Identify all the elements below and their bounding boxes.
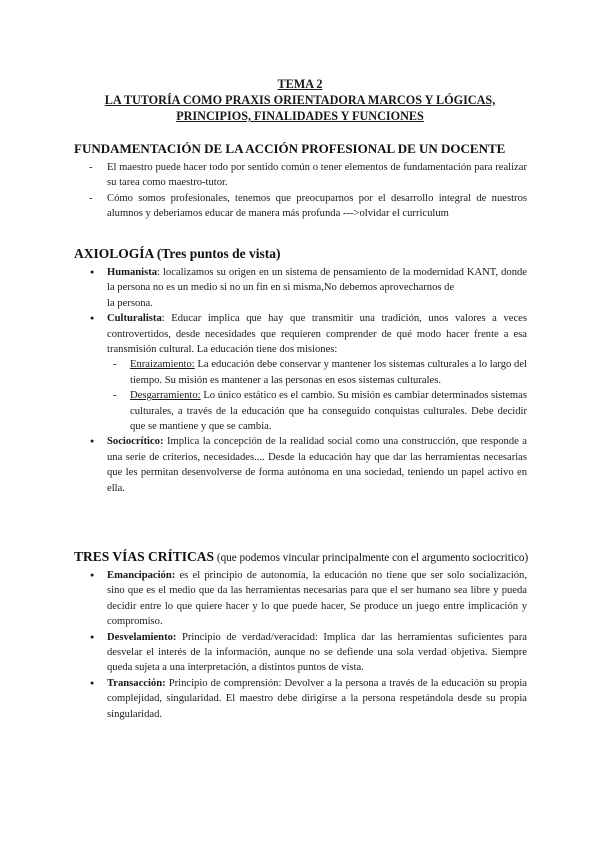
doc-title-line-3: PRINCIPIOS, FINALIDADES Y FUNCIONES [176,109,424,123]
term-label: Emancipación: [107,570,176,581]
list-item: - Cómo somos profesionales, tenemos que preocuparnos por el desarrollo integral de nuestros alumnos y deberiamos educar de manera más profunda --->olvidar el curriculum [107,191,527,222]
doc-title-tema: TEMA 2 [277,77,323,91]
sublist-item-desgarramiento [130,388,527,434]
term-label: Humanista [107,267,158,278]
fundamentacion-list [107,160,527,222]
term-label: Culturalista [107,313,162,325]
section-heading-tres-vias [74,549,554,565]
term-text: la persona. [107,297,153,309]
term-text: Principio de comprensión: Devolver a la persona a través de la educación su propia complejidad, singularidad. El maestro debe dirigirse a la persona respetándola desde su propia singularidad. [107,677,527,720]
list-item-emancipacion [107,568,527,630]
term-label: Enraizamiento: [130,359,195,371]
section-heading-axiologia: AXIOLOGÍA (Tres puntos de vista) [74,246,281,261]
list-item-transaccion [107,676,527,722]
term-text: : Educar implica que hay que transmitir una tradición, unos valores a veces controvertidos, desde necesidades que requieren comprender de qué modo hacer frente a esa transmisión cultural. La educación tiene dos misiones: [107,313,527,356]
list-item-desvelamiento [107,630,527,676]
term-label: Desvelamiento: [107,631,177,643]
term-text: Lo único estático es el cambio. Su misión es cambiar determinados sistemas culturales, a través de la educación que ha conseguido conquistas culturales. Debe decidir que se mantiene y que se cambia. [130,390,527,433]
heading-text: TRES VÍAS CRÍTICAS [74,549,215,564]
section-heading-fundamentacion: FUNDAMENTACIÓN DE LA ACCIÓN PROFESIONAL DE UN DOCENTE [74,141,506,156]
tres-vias-list [107,568,527,722]
list-item: - El maestro puede hacer todo por sentido común o tener elementos de fundamentación para realizar su tarea como maestro-tutor. [107,160,527,191]
doc-title-line-2: LA TUTORÍA COMO PRAXIS ORIENTADORA MARCOS Y LÓGICAS, [104,93,496,107]
list-item-humanista [107,265,527,311]
term-text: Implica la concepción de la realidad social como una construcción, que responde a una serie de criterios, necesidades.... Desde la educación hay que dar las herramientas necesarias que les permitan desenvolverse de forma autónoma en una sociedad, teniendo un papel activo en ella. [107,436,527,494]
culturalista-sublist [130,357,527,434]
term-text: La educación debe conservar y mantener los sistemas culturales a lo largo del tiempo. Su misión es mantener a las personas en esos sistemas culturales. [130,359,527,386]
term-label: Sociocrítico: [107,436,164,448]
sublist-item-enraizamiento [130,357,527,388]
axiologia-list [107,265,527,496]
term-text: Principio de verdad/veracidad: Implica dar las herramientas suficientes para desvelar el interés de la información, aunque no se defiende una sola verdad objetiva. Siempre queda sujeta a una interpretación, a distintos puntos de vista. [107,631,527,674]
list-item-culturalista [107,311,527,434]
term-text: : localizamos su origen en un sistema de pensamiento de la modernidad KANT, donde la persona no es un medio si no un fin en si misma,No debemos aprovecharnos de [107,267,527,294]
term-label: Desgarramiento: [130,390,201,402]
term-label: Transacción: [107,677,166,689]
term-text: es el principio de autonomía, la educación no tiene que ser solo socialización, sino que es el medio que da las herramientas necesarias para que el ser humano sea libre y pueda decidir entre lo que quiere hacer y lo que puede hacer, Se produce un juego entre implicación y compromiso. [107,570,527,628]
heading-subtext: (que podemos vincular principalmente con el argumento sociocritico) [214,552,529,564]
list-item-sociocritico [107,434,527,496]
